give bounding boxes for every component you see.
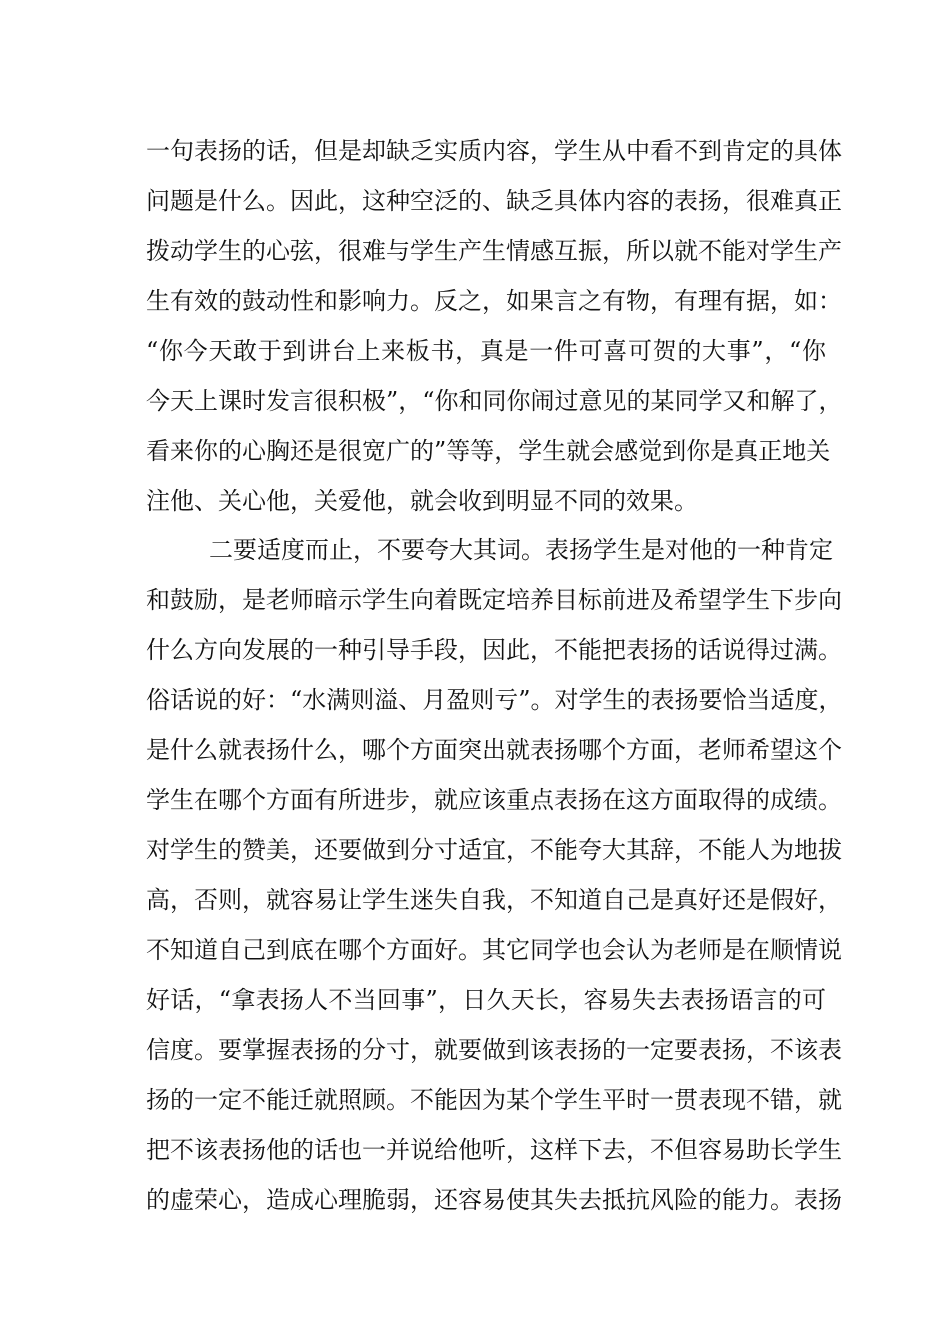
- text-line: 问题是什么。因此，这种空泛的、缺乏具体内容的表扬，很难真正: [146, 187, 842, 215]
- text-line: 是什么就表扬什么，哪个方面突出就表扬哪个方面，老师希望这个: [146, 736, 842, 764]
- text-line: 扬的一定不能迁就照顾。不能因为某个学生平时一贯表现不错，就: [146, 1086, 842, 1114]
- text-line: 对学生的赞美，还要做到分寸适宜，不能夸大其辞，不能人为地拔: [146, 836, 842, 864]
- text-line: 高，否则，就容易让学生迷失自我，不知道自己是真好还是假好，: [146, 886, 842, 914]
- text-line: 和鼓励，是老师暗示学生向着既定培养目标前进及希望学生下步向: [146, 586, 842, 614]
- text-line: 看来你的心胸还是很宽广的”等等，学生就会感觉到你是真正地关: [146, 437, 831, 465]
- text-line: 好话，“拿表扬人不当回事”，日久天长，容易失去表扬语言的可: [146, 986, 826, 1014]
- text-line: 注他、关心他，关爱他，就会收到明显不同的效果。: [146, 487, 698, 515]
- text-line: “你今天敢于到讲台上来板书，真是一件可喜可贺的大事”，“你: [146, 337, 826, 365]
- text-line: 生有效的鼓动性和影响力。反之，如果言之有物，有理有据，如：: [146, 287, 842, 315]
- text-line: 的虚荣心，造成心理脆弱，还容易使其失去抵抗风险的能力。表扬: [146, 1186, 842, 1214]
- text-line: 不知道自己到底在哪个方面好。其它同学也会认为老师是在顺情说: [146, 936, 842, 964]
- text-line: 把不该表扬他的话也一并说给他听，这样下去，不但容易助长学生: [146, 1136, 842, 1164]
- text-line: 二要适度而止，不要夸大其词。表扬学生是对他的一种肯定: [209, 536, 833, 564]
- text-line: 信度。要掌握表扬的分寸，就要做到该表扬的一定要表扬，不该表: [146, 1036, 842, 1064]
- text-line: 学生在哪个方面有所进步，就应该重点表扬在这方面取得的成绩。: [146, 786, 842, 814]
- text-line: 一句表扬的话，但是却缺乏实质内容，学生从中看不到肯定的具体: [146, 137, 842, 165]
- text-line: 俗话说的好：“水满则溢、月盈则亏”。对学生的表扬要恰当适度，: [146, 686, 843, 714]
- text-line: 今天上课时发言很积极”，“你和同你闹过意见的某同学又和解了，: [146, 387, 843, 415]
- text-line: 什么方向发展的一种引导手段，因此，不能把表扬的话说得过满。: [146, 636, 842, 664]
- text-line: 拨动学生的心弦，很难与学生产生情感互振，所以就不能对学生产: [146, 237, 842, 265]
